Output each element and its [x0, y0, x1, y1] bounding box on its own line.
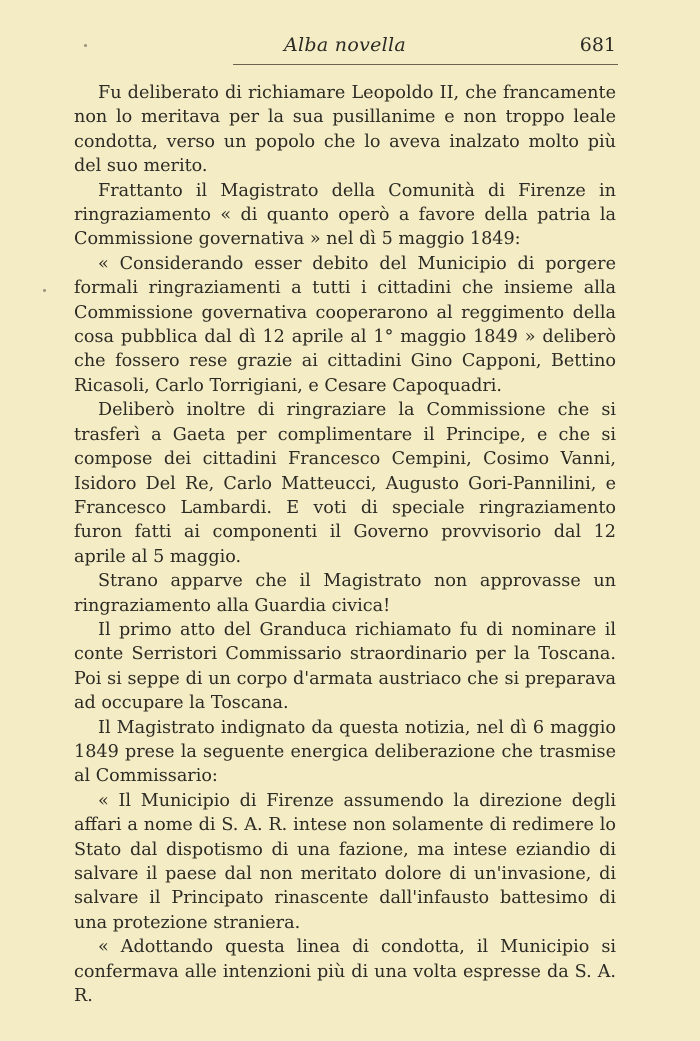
paragraph: « Il Municipio di Firenze assumendo la direzione degli affari a nome di S. A. R. intese non solamente di redimere lo Stato dal dispotismo di una fazione, ma intese eziandio di salvare il paese dal non meritato dolore di un'invasione, di salvare il Principato rinascente dall'infausto battesimo di una protezione straniera.: [74, 790, 616, 933]
paragraph: Il Magistrato indignato da questa notizia, nel dì 6 maggio 1849 prese la seguente energica deliberazione che trasmise al Commissario:: [74, 717, 616, 787]
paragraph: « Adottando questa linea di condotta, il Municipio si confermava alle intenzioni più di una volta espresse da S. A. R.: [74, 937, 616, 1007]
paragraph: Fu deliberato di richiamare Leopoldo II, che francamente non lo meritava per la sua pusillanime e non troppo leale condotta, verso un popolo che lo aveva inalzato molto più del suo merito.: [74, 83, 616, 177]
paragraph: « Considerando esser debito del Municipio di porgere formali ringraziamenti a tutti i cittadini che insieme alla Commissione governativa cooperarono al reggimento della cosa pubblica dal dì 12 aprile al 1° maggio 1849 » deliberò che fossero rese grazie ai cittadini Gino Capponi, Bettino Ricasoli, Carlo Torrigiani, e Cesare Capoquadri.: [74, 253, 616, 396]
paragraph: Strano apparve che il Magistrato non approvasse un ringraziamento alla Guardia civica!: [74, 571, 616, 616]
paragraph: Deliberò inoltre di ringraziare la Commissione che si trasferì a Gaeta per complimentare il Principe, e che si compose dei cittadini Francesco Cempini, Cosimo Vanni, Isidoro Del Re, Carlo Matteucci, Augusto Gori-Pannilini, e Francesco Lambardi. E voti di speciale ringraziamento furon fatti ai componenti il Governo provvisorio dal 12 aprile al 5 maggio.: [74, 400, 616, 567]
paper-speck: [43, 289, 46, 292]
header-rule: [233, 64, 618, 65]
paper-speck: [84, 44, 87, 47]
body-text: [74, 81, 616, 1008]
page-number: 681: [579, 34, 616, 56]
paragraph: Il primo atto del Granduca richiamato fu di nominare il conte Serristori Commissario straordinario per la Toscana. Poi si seppe di un corpo d'armata austriaco che si preparava ad occupare la Toscana.: [74, 619, 616, 714]
running-title: Alba novella: [283, 34, 407, 56]
page-header: [74, 34, 616, 62]
paragraph: Frattanto il Magistrato della Comunità di Firenze in ringraziamento « di quanto operò a favore della patria la Commissione governativa » nel dì 5 maggio 1849:: [74, 180, 616, 250]
